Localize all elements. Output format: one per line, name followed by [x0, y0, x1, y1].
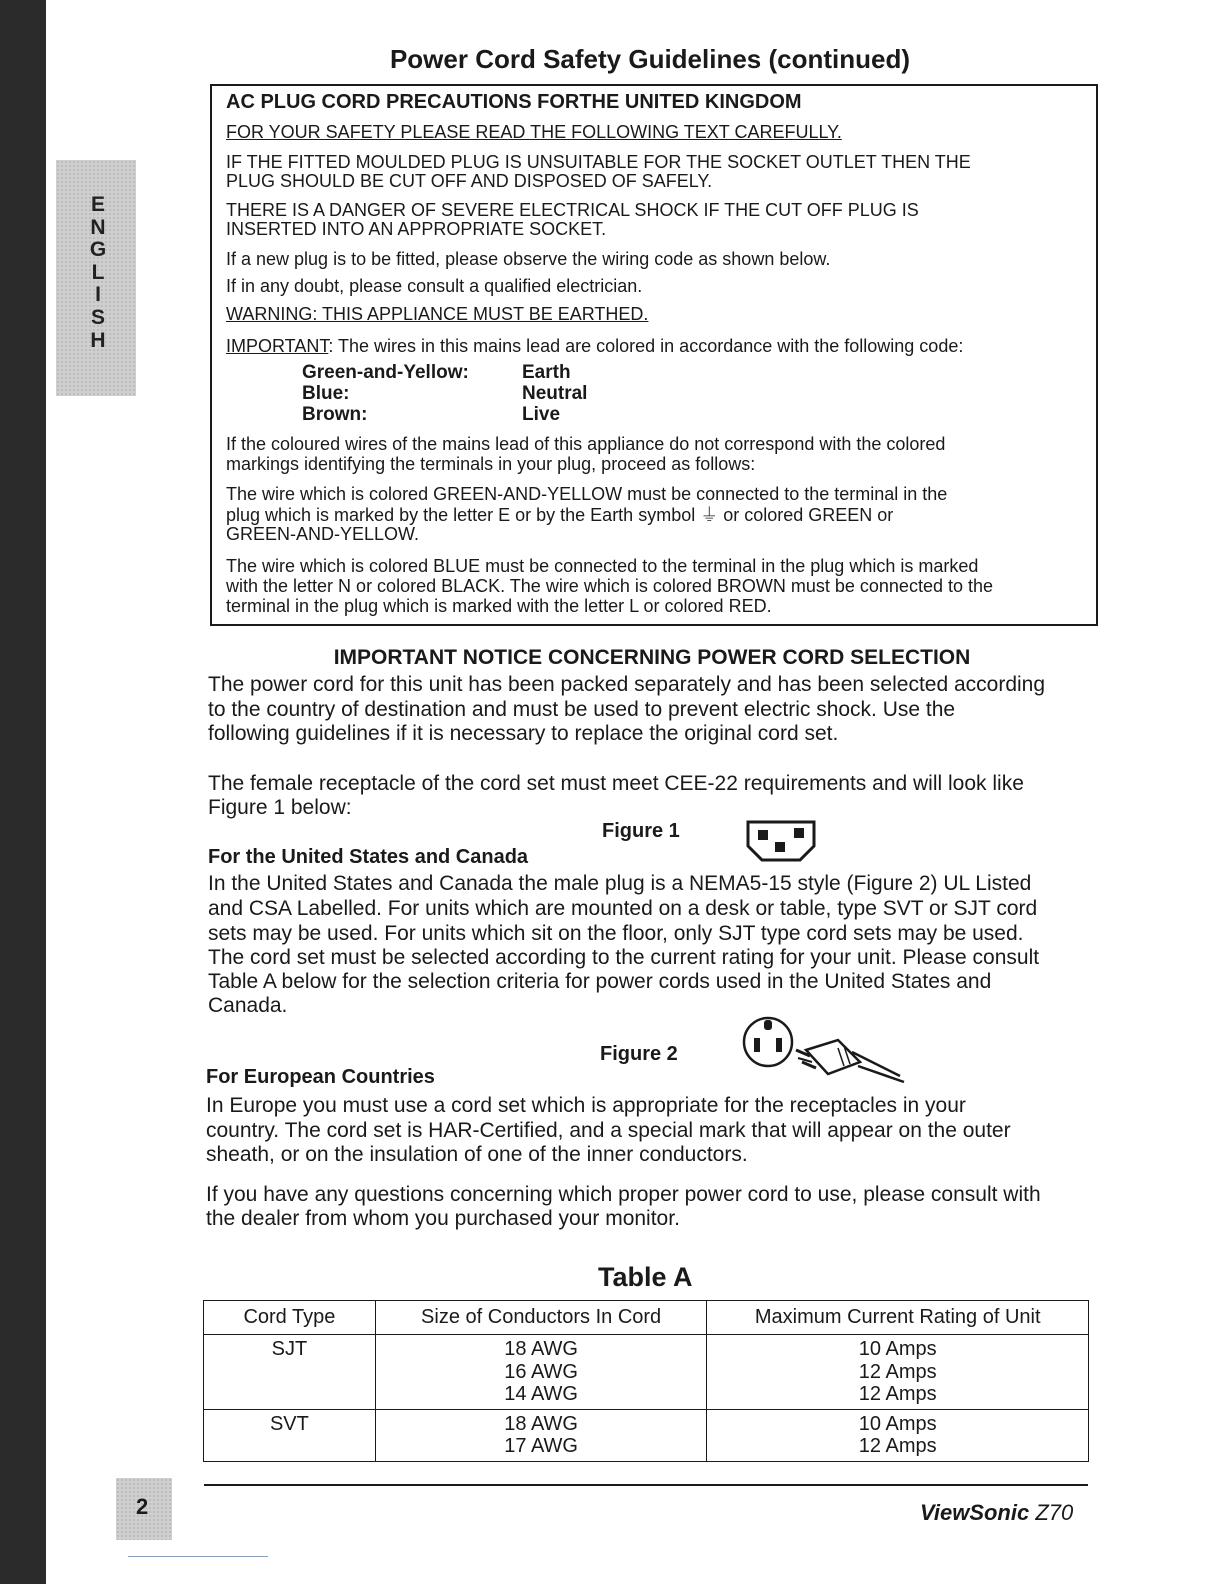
notice-p2-line2: Figure 1 below: — [208, 796, 352, 819]
figure2-label: Figure 2 — [600, 1043, 678, 1065]
column-header: Cord Type — [204, 1301, 376, 1335]
conductor-size-cell — [375, 1335, 707, 1410]
conductor-size-cell — [375, 1409, 707, 1461]
p1-line1: IF THE FITTED MOULDED PLUG IS UNSUITABLE FOR THE SOCKET OUTLET THEN THE — [226, 152, 971, 172]
us-line5: Table A below for the selection criteria for power cords used in the United States and — [208, 970, 992, 993]
current-rating: 12 Amps — [858, 1360, 937, 1383]
us-line2: and CSA Labelled. For units which are mounted on a desk or table, type SVT or SJT cord — [208, 897, 1038, 920]
scan-line — [128, 1556, 268, 1557]
language-letter: L — [91, 260, 105, 284]
brand-name: ViewSonic — [920, 1500, 1030, 1525]
column-header: Size of Conductors In Cord — [375, 1301, 707, 1335]
notice-heading: IMPORTANT NOTICE CONCERNING POWER CORD SELECTION — [333, 646, 971, 669]
p1-line2: PLUG SHOULD BE CUT OFF AND DISPOSED OF SAFELY. — [226, 171, 713, 191]
page-title: Power Cord Safety Guidelines (continued) — [389, 44, 911, 74]
notice-p1-line3: following guidelines if it is necessary to replace the original cord set. — [208, 722, 839, 745]
language-letter: I — [95, 283, 101, 307]
conductor-size: 16 AWG — [504, 1360, 578, 1383]
model-name: Z70 — [1035, 1500, 1074, 1525]
figure1-label: Figure 1 — [602, 820, 680, 842]
safety-line: FOR YOUR SAFETY PLEASE READ THE FOLLOWING TEXT CAREFULLY. — [226, 122, 842, 142]
wire-meaning: Neutral — [522, 383, 588, 404]
wire-meaning: Live — [522, 404, 561, 425]
eu-line3: sheath, or on the insulation of one of the inner conductors. — [206, 1143, 748, 1166]
p6-line2: plug which is marked by the letter E or by the Earth symbol ⏚ or colored GREEN or — [226, 505, 894, 525]
language-letter: G — [89, 238, 107, 262]
code-row — [302, 362, 587, 383]
notice-p2-line1: The female receptacle of the cord set must meet CEE-22 requirements and will look like — [208, 772, 1024, 795]
p7-line1: The wire which is colored BLUE must be connected to the terminal in the plug which is marked — [226, 556, 979, 576]
binding-spine — [0, 0, 46, 1584]
wire-color: Green-and-Yellow: — [302, 362, 469, 383]
cord-selection-table — [203, 1300, 1089, 1462]
eu-line1: In Europe you must use a cord set which is appropriate for the receptacles in your — [206, 1094, 966, 1117]
p5-line2: markings identifying the terminals in your plug, proceed as follows: — [226, 454, 756, 474]
conductor-size: 14 AWG — [504, 1383, 578, 1405]
p3: If a new plug is to be fitted, please observe the wiring code as shown below. — [226, 249, 831, 269]
important-text: : The wires in this mains lead are colored in accordance with the following code: — [328, 336, 964, 356]
conductor-size: 18 AWG — [504, 1412, 578, 1435]
cee22-receptacle-icon — [744, 818, 818, 866]
language-letter: S — [90, 305, 105, 329]
us-line3: sets may be used. For units which sit on the floor, only SJT type cord sets may be used. — [208, 922, 1024, 945]
wire-color: Brown: — [302, 404, 368, 425]
current-rating: 10 Amps — [858, 1338, 937, 1360]
p6-line1: The wire which is colored GREEN-AND-YELLOW must be connected to the terminal in the — [226, 484, 948, 504]
uk-heading: AC PLUG CORD PRECAUTIONS FORTHE UNITED KINGDOM — [226, 91, 802, 113]
cord-type-cell: SJT — [204, 1335, 376, 1410]
language-tab — [56, 160, 136, 396]
current-rating-cell — [707, 1409, 1089, 1461]
table-header-row — [204, 1301, 1089, 1335]
us-line6: Canada. — [208, 994, 288, 1017]
language-letter: E — [90, 193, 105, 216]
code-row — [302, 383, 587, 404]
footer-rule — [204, 1484, 1088, 1486]
page-number: 2 — [136, 1494, 149, 1519]
wiring-code-table — [302, 362, 587, 425]
current-rating-cell — [707, 1335, 1089, 1410]
europe-heading: For European Countries — [206, 1066, 435, 1088]
language-letter: H — [90, 328, 106, 352]
us-line4: The cord set must be selected according to the current rating for your unit. Please consult — [208, 946, 1040, 969]
footer-brand — [920, 1500, 1073, 1526]
table-row — [204, 1409, 1089, 1461]
table-a-title: Table A — [598, 1262, 693, 1292]
nema-plug-icon — [740, 1012, 910, 1092]
us-line1: In the United States and Canada the male plug is a NEMA5-15 style (Figure 2) UL Listed — [208, 872, 1032, 895]
conductor-size: 18 AWG — [504, 1338, 578, 1360]
p2-line1: THERE IS A DANGER OF SEVERE ELECTRICAL SHOCK IF THE CUT OFF PLUG IS — [226, 200, 919, 220]
code-row — [302, 404, 587, 425]
conductor-size: 17 AWG — [504, 1435, 578, 1457]
wire-color: Blue: — [302, 383, 350, 404]
p7-line3: terminal in the plug which is marked with the letter L or colored RED. — [226, 596, 772, 616]
page-number-tab — [116, 1478, 172, 1540]
earth-warning: WARNING: THIS APPLIANCE MUST BE EARTHED. — [226, 304, 649, 324]
current-rating: 10 Amps — [858, 1412, 937, 1435]
column-header: Maximum Current Rating of Unit — [707, 1301, 1089, 1335]
table-row — [204, 1335, 1089, 1410]
p5-line1: If the coloured wires of the mains lead of this appliance do not correspond with the colored — [226, 434, 946, 454]
p6-line3: GREEN-AND-YELLOW. — [226, 524, 420, 544]
questions-line1: If you have any questions concerning which proper power cord to use, please consult with — [206, 1183, 1041, 1206]
current-rating: 12 Amps — [858, 1435, 937, 1457]
p4: If in any doubt, please consult a qualified electrician. — [226, 276, 643, 296]
questions-line2: the dealer from whom you purchased your monitor. — [206, 1207, 680, 1230]
eu-line2: country. The cord set is HAR-Certified, and a special mark that will appear on the outer — [206, 1119, 1011, 1142]
language-letters — [86, 194, 110, 352]
important-label: IMPORTANT — [226, 336, 329, 356]
important-line — [226, 336, 963, 357]
us-canada-heading: For the United States and Canada — [208, 846, 529, 868]
p2-line2: INSERTED INTO AN APPROPRIATE SOCKET. — [226, 219, 607, 239]
notice-p1-line2: to the country of destination and must be used to prevent electric shock. Use the — [208, 698, 956, 721]
wire-meaning: Earth — [522, 362, 571, 383]
p7-line2: with the letter N or colored BLACK. The wire which is colored BROWN must be connected to the — [226, 576, 994, 596]
current-rating: 12 Amps — [858, 1383, 937, 1405]
language-letter: N — [90, 215, 106, 239]
cord-type-cell: SVT — [204, 1409, 376, 1461]
notice-p1-line1: The power cord for this unit has been packed separately and has been selected according — [208, 673, 1046, 696]
uk-precautions-box — [210, 84, 1098, 626]
